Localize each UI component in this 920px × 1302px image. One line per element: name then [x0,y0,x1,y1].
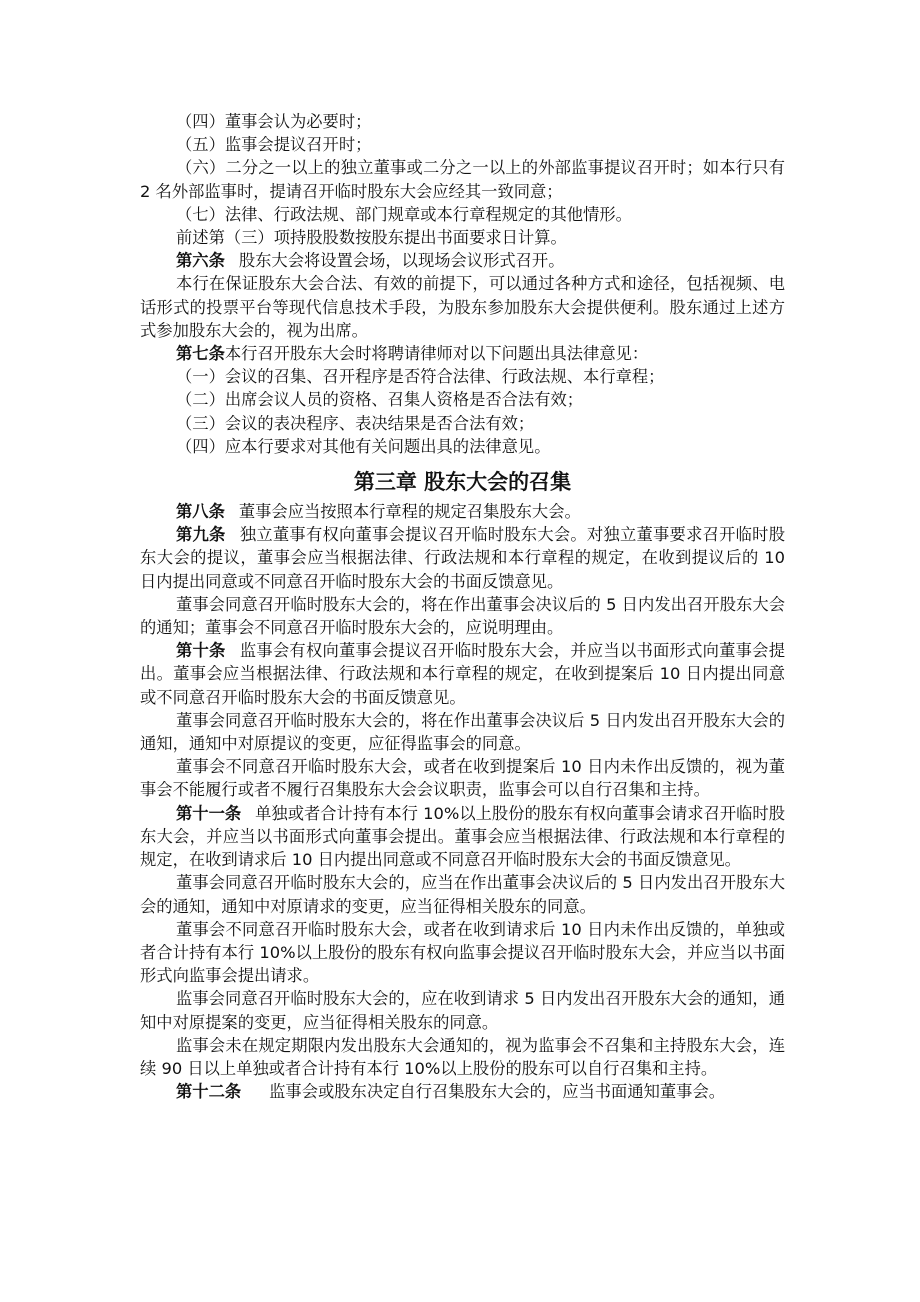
article-number: 第七条 [176,344,225,364]
article-9 [140,523,785,593]
paragraph: 董事会不同意召开临时股东大会，或者在收到提案后 10 日内未作出反馈的，视为董事会不能履行或者不履行召集股东大会会议职责，监事会可以自行召集和主持。 [140,757,785,800]
article-text: 本行召开股东大会时将聘请律师对以下问题出具法律意见： [224,344,649,364]
document-page [140,110,785,1103]
article-number: 第十二条 [176,1082,242,1102]
article-7 [140,342,785,365]
paragraph: 董事会同意召开临时股东大会的，应当在作出董事会决议后的 5 日内发出召开股东大会的通知，通知中对原请求的变更，应当征得相关股东的同意。 [140,873,785,916]
article-text: 股东大会将设置会场，以现场会议形式召开。 [238,251,565,271]
paragraph: 监事会未在规定期限内发出股东大会通知的，视为监事会不召集和主持股东大会，连续 90 日以上单独或者合计持有本行 10%以上股份的股东可以自行召集和主持。 [140,1035,785,1078]
paragraph: 董事会同意召开临时股东大会的，将在作出董事会决议后 5 日内发出召开股东大会的通知，通知中对原提议的变更，应征得监事会的同意。 [140,710,785,754]
article-text: 监事会有权向董事会提议召开临时股东大会，并应当以书面形式向董事会提出。董事会应当根据法律、行政法规和本行章程的规定，在收到提案后 10 日内提出同意或不同意召开临时股东大会的书面反馈意见。 [140,641,785,707]
article-number: 第九条 [176,525,226,545]
article-11 [140,802,785,872]
article-number: 第六条 [176,251,225,271]
article-12 [140,1080,785,1103]
list-item: （二）出席会议人员的资格、召集人资格是否合法有效； [176,390,584,410]
article-text: 董事会应当按照本行章程的规定召集股东大会。 [238,502,581,522]
list-item: （一）会议的召集、召开程序是否符合法律、行政法规、本行章程； [176,367,665,387]
article-8 [140,500,785,523]
paragraph: 董事会不同意召开临时股东大会，或者在收到请求后 10 日内未作出反馈的，单独或者合计持有本行 10%以上股份的股东有权向监事会提议召开临时股东大会，并应当以书面形式向监事会提出请求。 [140,919,785,986]
article-text: 独立董事有权向董事会提议召开临时股东大会。对独立董事要求召开临时股东大会的提议，董事会应当根据法律、行政法规和本行章程的规定，在收到提议后的 10 日内提出同意或不同意召开临时股东大会的书面反馈意见。 [140,525,785,591]
article-text: 监事会或股东决定自行召集股东大会的，应当书面通知董事会。 [269,1082,726,1102]
list-item: （六）二分之一以上的独立董事或二分之一以上的外部监事提议召开时；如本行只有 2 名外部监事时，提请召开临时股东大会应经其一致同意； [140,158,785,201]
list-item: （四）应本行要求对其他有关问题出具的法律意见。 [176,436,551,456]
article-number: 第十一条 [176,803,242,823]
list-item: （五）监事会提议召开时； [176,135,372,155]
list-item: （七）法律、行政法规、部门规章或本行章程规定的其他情形。 [176,204,632,224]
article-text: 单独或者合计持有本行 10%以上股份的股东有权向董事会请求召开临时股东大会，并应当以书面形式向董事会提出。董事会应当根据法律、行政法规和本行章程的规定，在收到请求后 10 日内提出同意或不同意召开临时股东大会的书面反馈意见。 [140,803,785,870]
list-item: （四）董事会认为必要时； [176,112,372,131]
chapter-title: 第三章 股东大会的召集 [353,470,572,495]
article-10 [140,639,785,709]
paragraph: 监事会同意召开临时股东大会的，应在收到请求 5 日内发出召开股东大会的通知，通知中对原提案的变更，应当征得相关股东的同意。 [140,989,785,1032]
article-number: 第八条 [176,502,225,522]
paragraph: 董事会同意召开临时股东大会的，将在作出董事会决议后的 5 日内发出召开股东大会的通知；董事会不同意召开临时股东大会的，应说明理由。 [140,594,785,638]
paragraph: 本行在保证股东大会合法、有效的前提下，可以通过各种方式和途径，包括视频、电话形式的投票平台等现代信息技术手段，为股东参加股东大会提供便利。股东通过上述方式参加股东大会的，视为出席。 [140,274,785,340]
list-item: （三）会议的表决程序、表决结果是否合法有效； [176,413,535,433]
article-number: 第十条 [176,641,226,661]
paragraph: 前述第（三）项持股股数按股东提出书面要求日计算。 [176,228,567,248]
article-6 [140,249,785,272]
